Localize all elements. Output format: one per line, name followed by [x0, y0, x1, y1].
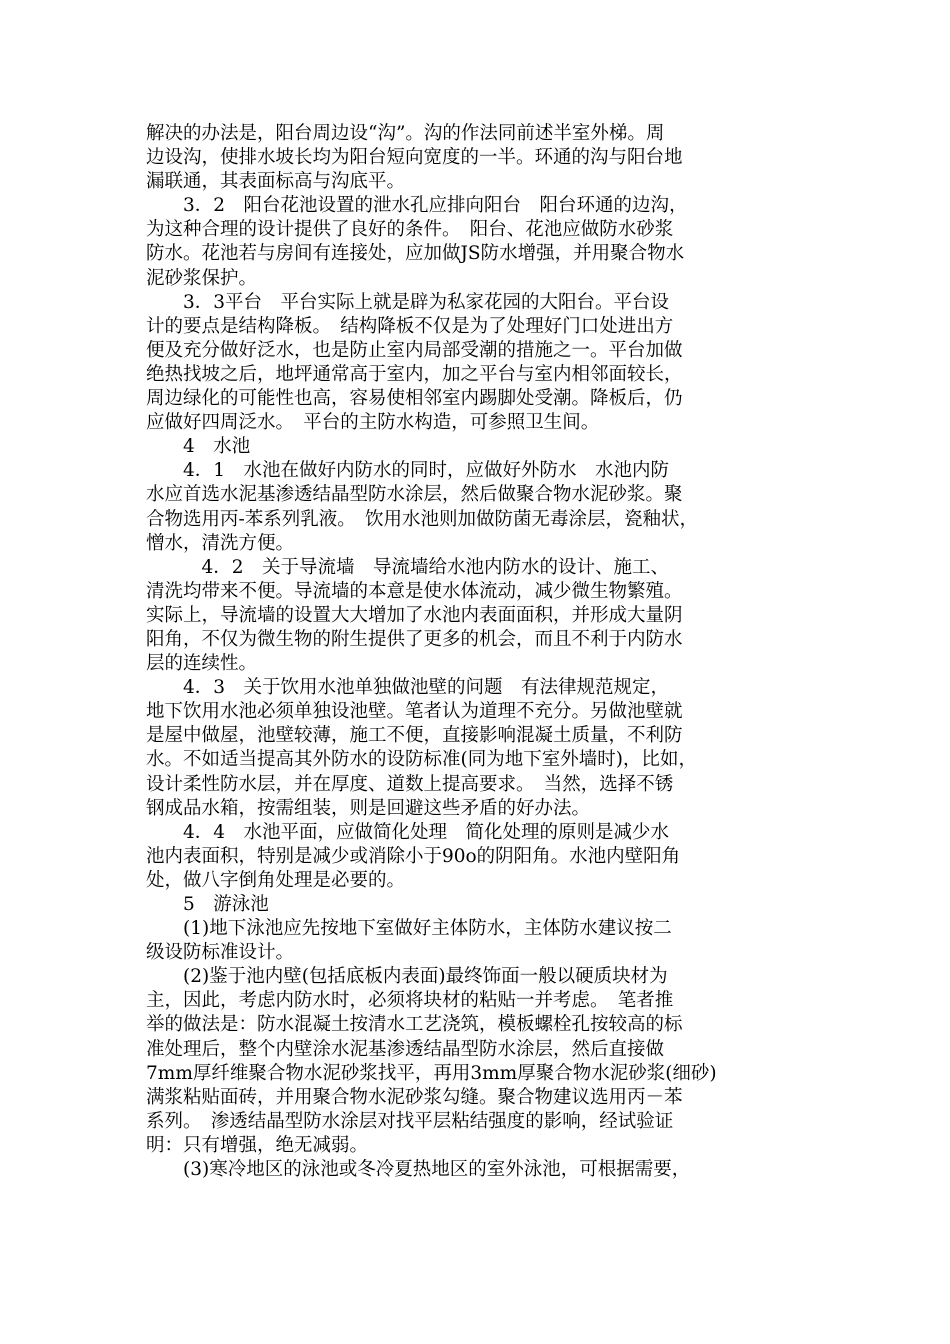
text-line: (3)寒冷地区的泳池或冬冷夏热地区的室外泳池，可根据需要， [146, 1159, 691, 1181]
text-line: 明：只有增强，绝无减弱。 [146, 1134, 369, 1156]
text-line: 周边绿化的可能性也高，容易使相邻室内踢脚处受潮。降板后，仍 [146, 388, 683, 410]
text-line: 级设防标准设计。 [146, 942, 295, 964]
text-line: (2)鉴于池内壁(包括底板内表面)最终饰面一般以硬质块材为 [146, 966, 668, 988]
text-line: 便及充分做好泛水，也是防止室内局部受潮的措施之一。平台加做 [146, 339, 683, 361]
text-line: 是屋中做屋，池壁较薄，施工不便，直接影响混凝土质量，不利防 [146, 725, 683, 747]
text-line: 水应首选水泥基渗透结晶型防水涂层，然后做聚合物水泥砂浆。聚 [146, 484, 683, 506]
text-line: 7mm厚纤维聚合物水泥砂浆找平，再用3mm厚聚合物水泥砂浆(细砂) [146, 1062, 717, 1084]
text-line: 漏联通，其表面标高与沟底平。 [146, 171, 406, 193]
text-line: 准处理后，整个内壁涂水泥基渗透结晶型防水涂层，然后直接做 [146, 1038, 665, 1060]
text-line: 边设沟，使排水坡长均为阳台短向宽度的一半。环通的沟与阳台地 [146, 147, 683, 169]
text-line: 合物选用丙-苯系列乳液。 饮用水池则加做防菌无毒涂层，瓷釉状， [146, 508, 699, 530]
text-line: 为这种合理的设计提供了良好的条件。 阳台、花池应做防水砂浆 [146, 219, 674, 241]
text-line: 水。不如适当提高其外防水的设防标准(同为地下室外墙时)，比如， [146, 749, 697, 771]
text-line: 地下饮用水池必须单独设池壁。笔者认为道理不充分。另做池壁就 [146, 701, 683, 723]
text-line: 层的连续性。 [146, 653, 258, 675]
text-line: 3．2 阳台花池设置的泄水孔应排向阳台 阳台环通的边沟， [146, 195, 688, 217]
text-line: 池内表面积，特别是减少或消除小于90o的阴阳角。水池内壁阳角 [146, 845, 681, 867]
text-line: 3．3平台 平台实际上就是辟为私家花园的大阳台。平台设 [146, 291, 670, 313]
text-line: 清洗均带来不便。导流墙的本意是使水体流动，减少微生物繁殖。 [146, 580, 683, 602]
text-line: 5 游泳池 [146, 894, 269, 915]
text-line: 4．1 水池在做好内防水的同时，应做好外防水 水池内防 [146, 460, 670, 482]
text-line: 系列。 渗透结晶型防水涂层对找平层粘结强度的影响，经试验证 [146, 1110, 674, 1132]
text-line: 解决的办法是，阳台周边设“沟”。沟的作法同前述半室外梯。周 [146, 123, 665, 144]
text-line: (1)地下泳池应先按地下室做好主体防水，主体防水建议按二 [146, 918, 672, 940]
text-line: 实际上，导流墙的设置大大增加了水池内表面面积，并形成大量阴 [146, 604, 683, 626]
text-line: 举的做法是：防水混凝土按清水工艺浇筑，模板螺栓孔按较高的标 [146, 1014, 683, 1036]
text-line: 憎水，清洗方便。 [146, 532, 295, 554]
text-line: 设计柔性防水层，并在厚度、道数上提高要求。 当然，选择不锈 [146, 773, 674, 795]
text-line: 4．3 关于饮用水池单独做池壁的问题 有法律规范规定， [146, 677, 670, 699]
text-line: 钢成品水箱，按需组装，则是回避这些矛盾的好办法。 [146, 797, 591, 819]
text-line: 计的要点是结构降板。 结构降板不仅是为了处理好门口处进出方 [146, 315, 674, 337]
text-line: 满浆粘贴面砖，并用聚合物水泥砂浆勾缝。聚合物建议选用丙－苯 [146, 1086, 683, 1108]
text-line: 4 水池 [146, 436, 251, 458]
text-line: 处，做八字倒角处理是必要的。 [146, 869, 406, 891]
text-line: 阳角，不仅为微生物的附生提供了更多的机会，而且不利于内防水 [146, 628, 683, 650]
text-line: 泥砂浆保护。 [146, 267, 258, 289]
text-line: 主，因此，考虑内防水时，必须将块材的粘贴一并考虑。 笔者推 [146, 990, 674, 1012]
text-line: 防水。花池若与房间有连接处，应加做JS防水增强，并用聚合物水 [146, 243, 685, 265]
text-line: 应做好四周泛水。 平台的主防水构造，可参照卫生间。 [146, 412, 600, 434]
text-line: 绝热找坡之后，地坪通常高于室内，加之平台与室内相邻面较长， [146, 363, 683, 385]
document-body [146, 122, 818, 1182]
text-line: 4．2 关于导流墙 导流墙给水池内防水的设计、施工、 [146, 556, 670, 578]
text-line: 4．4 水池平面，应做简化处理 简化处理的原则是减少水 [146, 821, 670, 843]
